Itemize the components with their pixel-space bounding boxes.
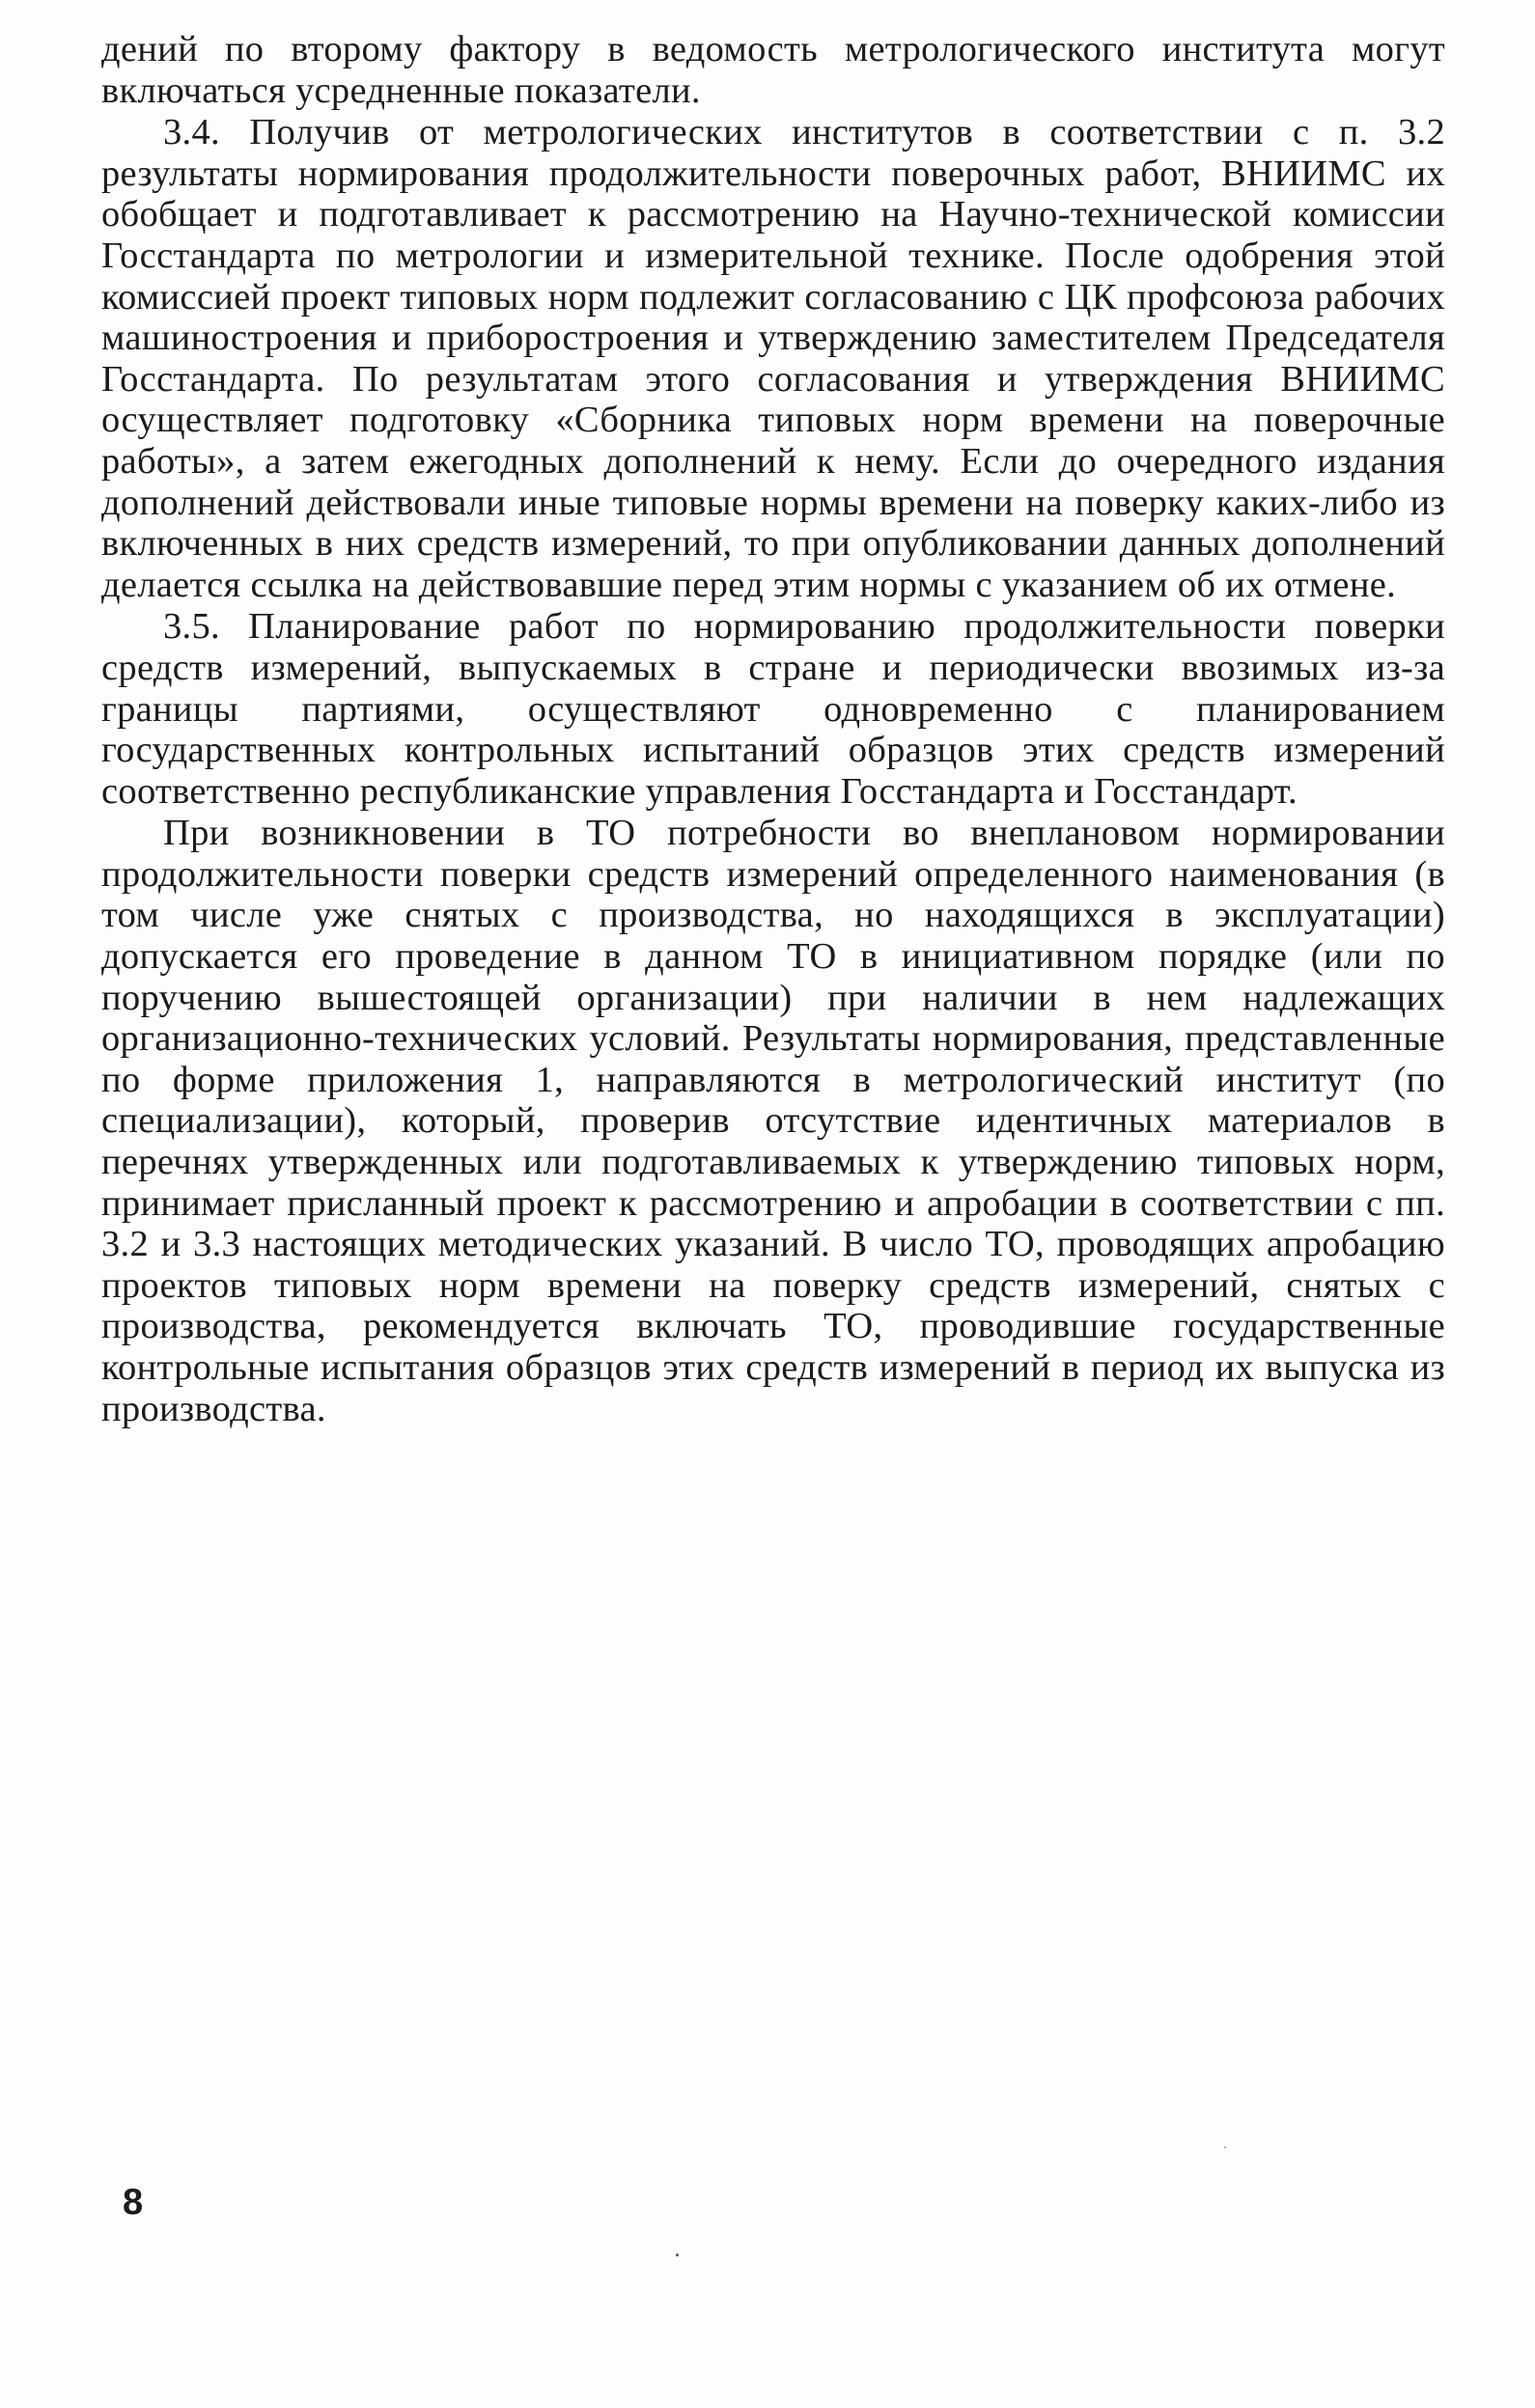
paragraph-unplanned-norming: При возникновении в ТО потребности во внеплановом нормировании продолжительности поверки средств измерений определенного наименования (в том числе уже снятых с производства, но находящихся в эксплуатации) допускается его проведение в данном ТО в инициативном порядке (или по поручению вышестоящей организации) при наличии в нем надлежащих организационно-технических условий. Результаты нормирования, представленные по форме приложения 1, направляются в метрологический институт (по специализации), который, проверив отсутствие идентичных материалов в перечнях утвержденных или подготавливаемых к утверждению типовых норм, принимает присланный проект к рассмотрению и апробации в соответствии с пп. 3.2 и 3.3 настоящих методических указаний. В число ТО, проводящих апробацию проектов типовых норм времени на поверку средств измерений, снятых с производства, рекомендуется включать ТО, проводившие государственные контрольные испытания образцов этих средств измерений в период их выпуска из производства.	[101, 813, 1445, 1429]
paragraph-3-5: 3.5. Планирование работ по нормированию продолжительности поверки средств измерений, выпускаемых в стране и периодически ввозимых из-за границы партиями, осуществляют одновременно с планированием государственных контрольных испытаний образцов этих средств измерений соответственно республиканские управления Госстандарта и Госстандарт.	[101, 606, 1445, 812]
paragraph-continuation: дений по второму фактору в ведомость метрологического института могут включаться усредненные показатели.	[101, 29, 1445, 111]
scan-speck	[1224, 2146, 1226, 2148]
paragraph-3-4: 3.4. Получив от метрологических институтов в соответствии с п. 3.2 результаты нормирования продолжительности поверочных работ, ВНИИМС их обобщает и подготавливает к рассмотрению на Научно-технической комиссии Госстандарта по метрологии и измерительной технике. После одобрения этой комиссией проект типовых норм подлежит согласованию с ЦК профсоюза рабочих машиностроения и приборостроения и утверждению заместителем Председателя Госстандарта. По результатам этого согласования и утверждения ВНИИМС осуществляет подготовку «Сборника типовых норм времени на поверочные работы», а затем ежегодных дополнений к нему. Если до очередного издания дополнений действовали иные типовые нормы времени на поверку каких-либо из включенных в них средств измерений, то при опубликовании данных дополнений делается ссылка на действовавшие перед этим нормы с указанием об их отмене.	[101, 112, 1445, 605]
body-text	[101, 29, 1445, 1429]
scan-speck	[676, 2254, 679, 2256]
page-number: 8	[123, 2182, 144, 2223]
